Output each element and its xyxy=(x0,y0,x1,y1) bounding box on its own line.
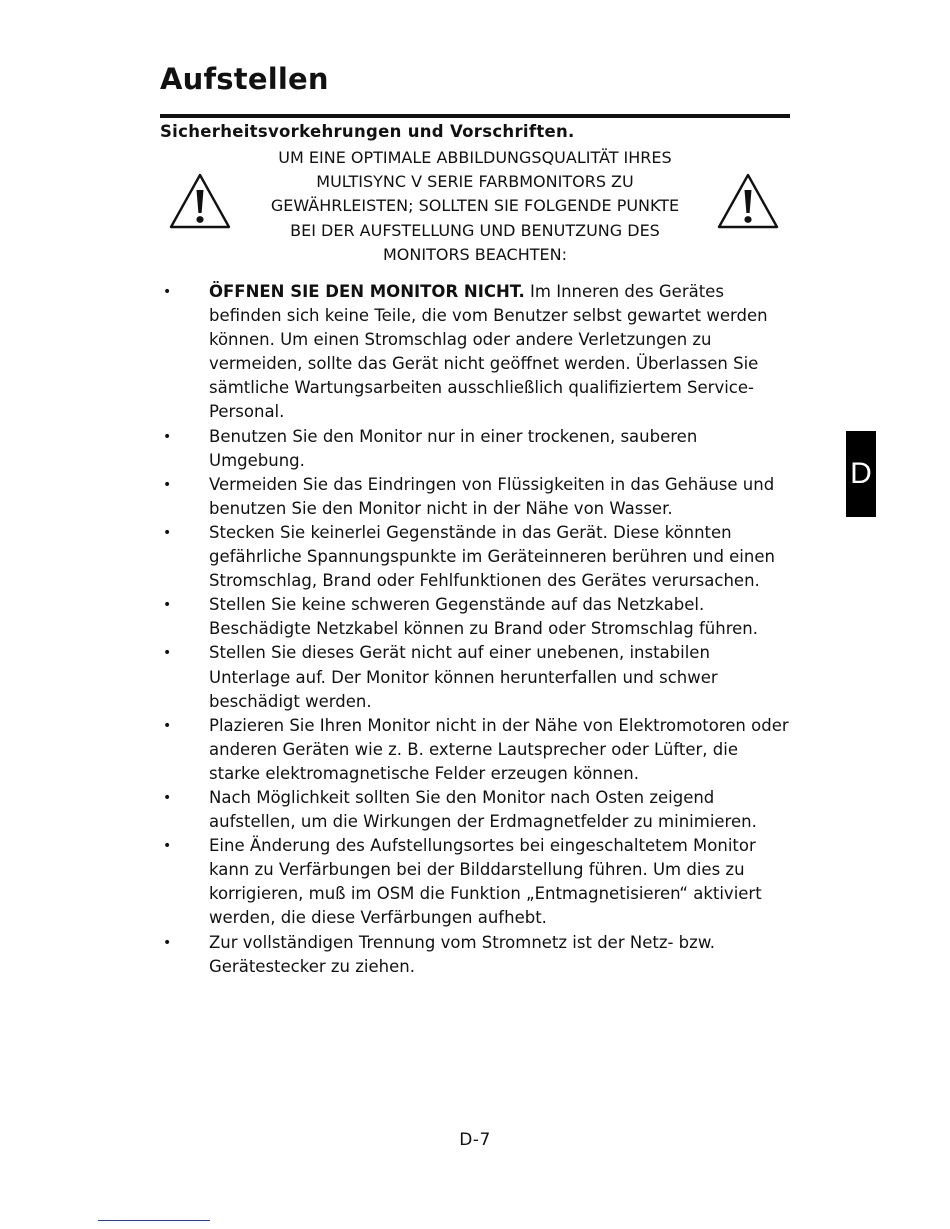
bullet-marker: • xyxy=(163,934,172,951)
bullet-marker: • xyxy=(163,476,172,493)
bullet-marker: • xyxy=(163,524,172,541)
bullet-marker: • xyxy=(163,428,172,445)
list-item-lead: ÖFFNEN SIE DEN MONITOR NICHT. xyxy=(209,282,525,301)
list-item-text: Nach Möglichkeit sollten Sie den Monitor nach Osten zeigend aufstellen, um die Wirkungen der Erdmagnetfelder zu minimieren. xyxy=(209,787,757,832)
warning-line: MONITORS BEACHTEN: xyxy=(382,244,567,264)
bullet-marker: • xyxy=(163,284,172,300)
section-subtitle: Sicherheitsvorkehrungen und Vorschriften. xyxy=(160,122,575,141)
list-item xyxy=(160,593,790,641)
list-item xyxy=(160,280,790,425)
bullet-marker: • xyxy=(163,597,172,614)
list-item xyxy=(160,473,790,521)
list-item-text: Plazieren Sie Ihren Monitor nicht in der Nähe von Elektromotoren oder anderen Geräten wie z. B. externe Lautsprecher oder Lüfter, die starke elektromagnetische Felder erzeugen können. xyxy=(209,715,789,783)
list-item-text: Benutzen Sie den Monitor nur in einer trockenen, sauberen Umgebung. xyxy=(209,426,698,470)
list-item-text: Vermeiden Sie das Eindringen von Flüssigkeiten in das Gehäuse und benutzen Sie den Monitor nicht in der Nähe von Wasser. xyxy=(209,474,775,518)
bullet-marker: • xyxy=(163,717,172,734)
safety-list xyxy=(160,280,790,979)
list-item-text: Stellen Sie keine schweren Gegenstände auf das Netzkabel. Beschädigte Netzkabel können zu Brand oder Stromschlag führen. xyxy=(209,595,758,639)
warning-line: BEI DER AUFSTELLUNG UND BENUTZUNG DES xyxy=(290,220,660,240)
warning-line: MULTISYNC V SERIE FARBMONITORS ZU xyxy=(316,172,634,192)
list-item xyxy=(160,641,790,713)
list-item xyxy=(160,521,790,593)
list-item xyxy=(160,931,790,979)
bullet-marker: • xyxy=(163,789,172,806)
list-item xyxy=(160,834,790,930)
list-item-text: Zur vollständigen Trennung vom Stromnetz ist der Netz- bzw. Gerätestecker zu ziehen. xyxy=(209,932,716,976)
warning-line: UM EINE OPTIMALE ABBILDUNGSQUALITÄT IHRES xyxy=(278,148,672,167)
warning-triangle-icon xyxy=(716,172,780,230)
list-item xyxy=(160,425,790,473)
bullet-marker: • xyxy=(163,645,172,662)
warning-triangle-icon xyxy=(168,172,232,230)
list-item-text: Stecken Sie keinerlei Gegenstände in das Gerät. Diese könnten gefährliche Spannungspunkte im Geräteinneren berühren und einen Stromschlag, Brand oder Fehlfunktionen des Gerätes verursachen. xyxy=(209,522,775,591)
language-tab xyxy=(846,431,876,517)
language-tab-label: D xyxy=(850,457,872,490)
warning-notice xyxy=(230,146,720,267)
title-rule xyxy=(160,114,790,118)
list-item-text: Eine Änderung des Aufstellungsortes bei eingeschaltetem Monitor kann zu Verfärbungen bei der Bilddarstellung führen. Um dies zu korrigieren, muß im OSM die Funktion „Entmagnetisieren“ aktiviert werden, die diese Verfärbungen aufhebt. xyxy=(209,836,762,928)
bullet-marker: • xyxy=(163,838,172,855)
list-item xyxy=(160,786,790,834)
page-title: Aufstellen xyxy=(160,62,329,96)
list-item-text: Stellen Sie dieses Gerät nicht auf einer unebenen, instabilen Unterlage auf. Der Monitor können herunterfallen und schwer beschädigt werden. xyxy=(209,643,718,711)
list-item xyxy=(160,714,790,786)
bottom-divider xyxy=(98,1220,210,1221)
page-number: D-7 xyxy=(459,1130,491,1150)
warning-line: GEWÄHRLEISTEN; SOLLTEN SIE FOLGENDE PUNKTE xyxy=(270,196,680,216)
list-item-text: Im Inneren des Gerätes befinden sich keine Teile, die vom Benutzer selbst gewartet werden können. Um einen Stromschlag oder andere Verletzungen zu vermeiden, sollte das Gerät nicht geöffnet werden. Überlassen Sie sämtliche Wartungsarbeiten ausschließlich qualifiziertem Service-Personal. xyxy=(209,282,768,422)
